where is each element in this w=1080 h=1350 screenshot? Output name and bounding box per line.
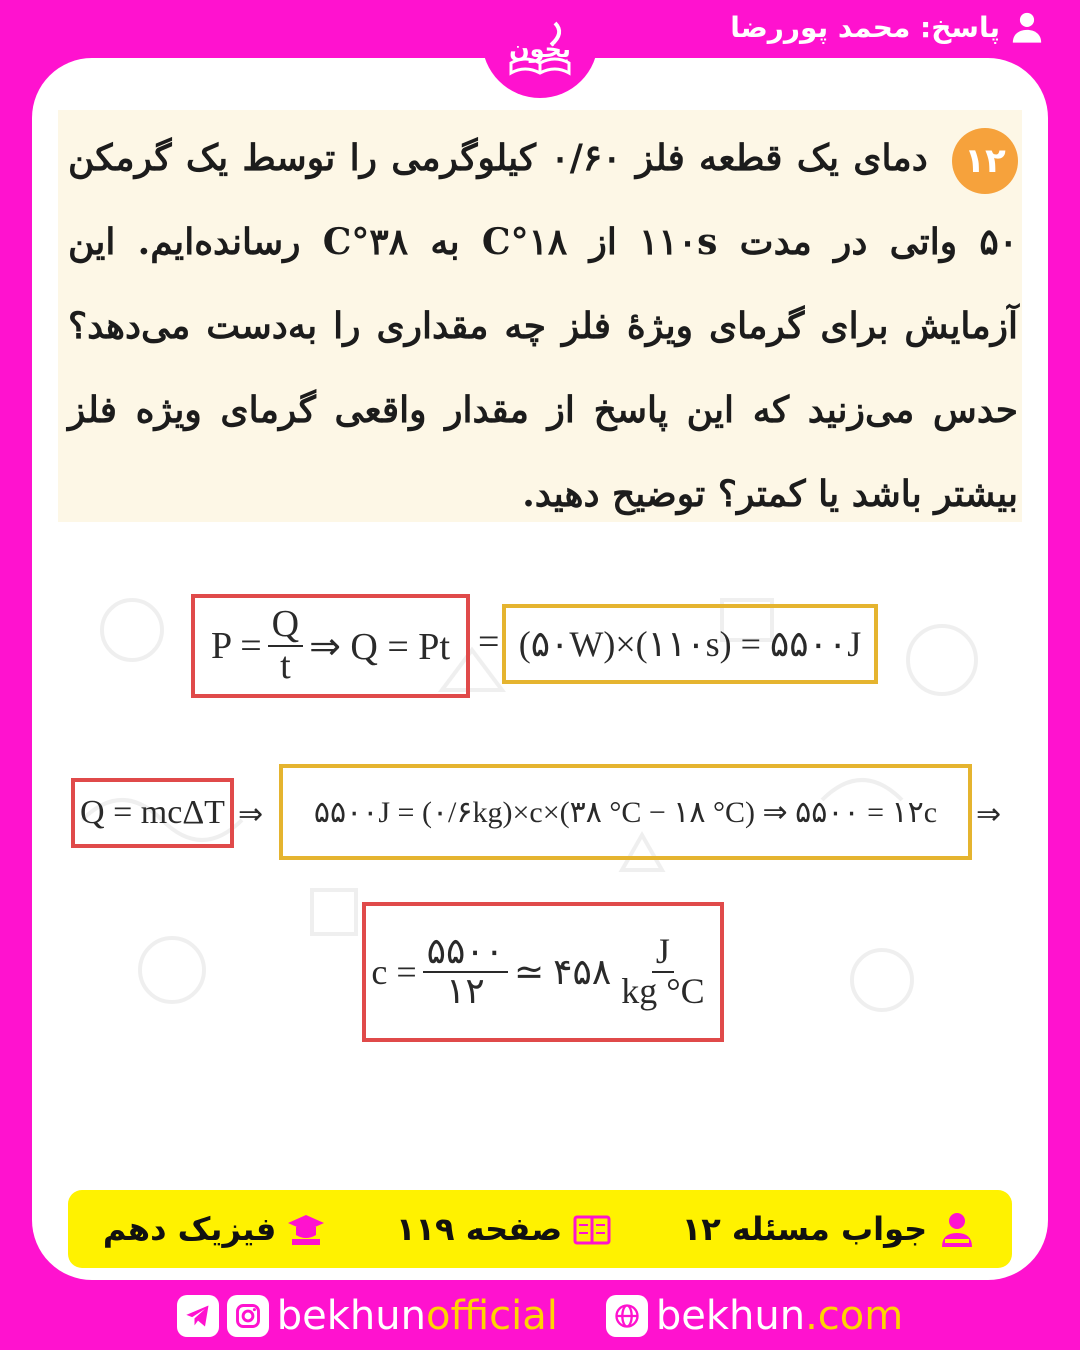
problem-statement	[68, 116, 1018, 536]
result-fraction	[423, 933, 508, 1011]
eq3-unit-numerator: J	[652, 933, 674, 973]
globe-icon	[606, 1295, 648, 1337]
eq1-left: P =	[210, 625, 262, 667]
subject-label	[103, 1209, 327, 1249]
eq3-unit-denominator: kg °C	[621, 971, 705, 1011]
author-name: پاسخ: محمد پوررضا	[730, 10, 1000, 44]
eq1-numerator: Q	[268, 605, 303, 647]
subject-text: فیزیک دهم	[102, 1210, 277, 1248]
eq1-calc: (۵۰W)×(۱۱۰s) = ۵۵۰۰J	[518, 624, 862, 664]
heat-calculation-box	[502, 604, 878, 684]
eq1-right: ⇒ Q = Pt	[309, 625, 450, 668]
eq3-numerator: ۵۵۰۰	[423, 933, 508, 973]
handle-part-a: bekhun	[276, 1293, 426, 1339]
problem-number-badge: ۱۲	[952, 128, 1018, 194]
teacher-icon	[937, 1209, 977, 1249]
handle-part-b: official	[425, 1293, 558, 1339]
answer-label	[682, 1209, 978, 1249]
social-links	[0, 1290, 1080, 1342]
specific-heat-result-box	[362, 902, 724, 1042]
eq2-calc: ۵۵۰۰J = (۰/۶kg)×c×(۳۸ °C − ۱۸ °C) ⇒ ۵۵۰۰ = ۱۲c	[313, 795, 938, 829]
page-label	[396, 1209, 612, 1249]
eq3-left: c =	[371, 952, 417, 992]
unit-fraction	[617, 933, 708, 1011]
page-text: صفحه ۱۱۹	[395, 1210, 563, 1248]
telegram-icon	[177, 1295, 219, 1337]
eq2-arrow-end: ⇒	[976, 798, 1002, 831]
site-part-b: .com	[805, 1293, 904, 1339]
website-link[interactable]	[606, 1293, 903, 1339]
specific-heat-equation-box	[279, 764, 972, 860]
power-formula-box	[191, 594, 470, 698]
logo-text: بخون	[509, 35, 571, 63]
eq2-arrow: ⇒	[238, 798, 264, 831]
eq3-mid: ≃ ۴۵۸	[514, 952, 612, 992]
user-icon	[1010, 10, 1044, 44]
open-book-icon	[572, 1209, 612, 1249]
answer-text: جواب مسئله ۱۲	[681, 1210, 928, 1248]
q-over-t-fraction	[268, 605, 303, 687]
info-bar	[68, 1190, 1012, 1268]
book-logo-icon	[497, 17, 583, 87]
eq1-equals: =	[478, 621, 500, 663]
instagram-icon	[227, 1295, 269, 1337]
site-part-a: bekhun	[655, 1293, 806, 1339]
problem-text: دمای یک قطعه فلز ۰/۶۰ کیلوگرمی را توسط یک گرمکن ۵۰ واتی در مدت ۱۱۰s از ۱۸°C به ۳۸°C رسانده‌ایم. این آزمایش برای گرمای ویژهٔ فلز چه مقداری را به‌دست می‌دهد؟ حدس می‌زنید که این پاسخ از مقدار واقعی گرمای ویژه فلز بیشتر باشد یا کمتر؟ توضیح دهید.	[68, 137, 1019, 515]
author-credit	[730, 10, 1044, 44]
eq1-denominator: t	[280, 645, 291, 687]
eq2-formula: Q = mcΔT	[80, 794, 225, 831]
graduation-cap-icon	[286, 1209, 326, 1249]
eq3-denominator: ۱۲	[446, 971, 485, 1011]
social-handle[interactable]	[177, 1293, 558, 1339]
brand-logo	[482, 6, 598, 98]
heat-formula-box	[71, 778, 234, 848]
